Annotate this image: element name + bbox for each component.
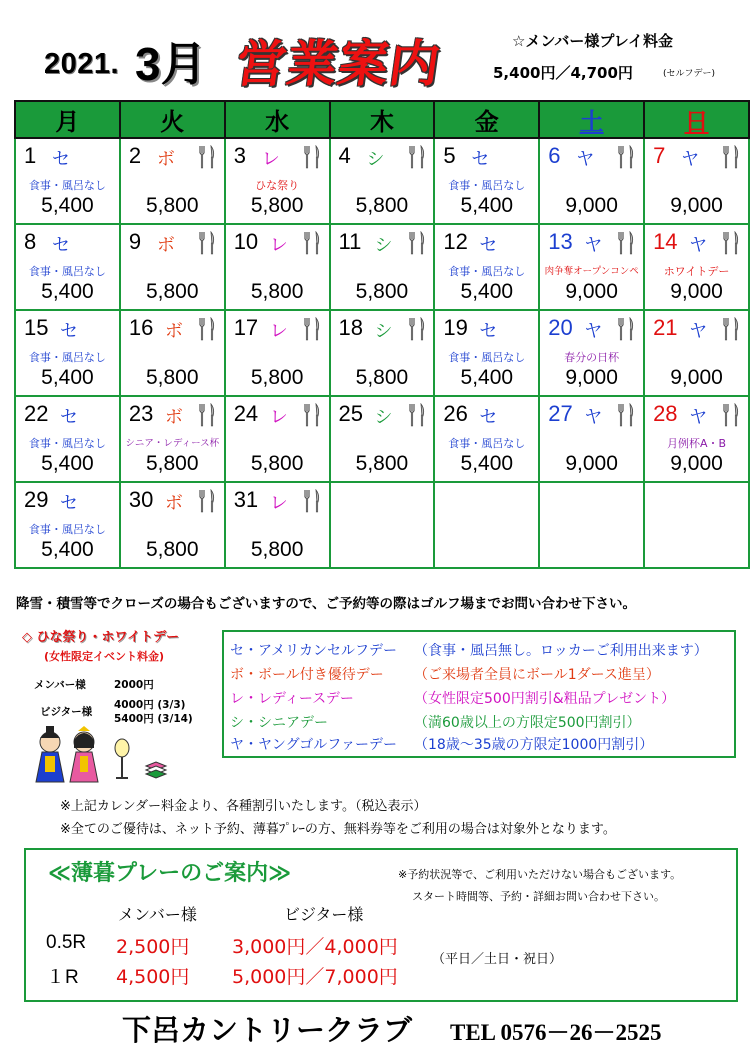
twilight-visitor-price: 3,000円／4,000円	[232, 936, 398, 958]
day-price: 5,400	[41, 280, 94, 303]
calendar-empty-cell	[644, 482, 749, 568]
day-type-code: セ	[60, 407, 78, 428]
fork-knife-icon	[616, 403, 636, 427]
weekday-fri: 金	[434, 101, 539, 138]
calendar-empty-cell	[330, 482, 435, 568]
day-type-code: セ	[471, 149, 490, 170]
day-type-code: レ	[269, 235, 288, 256]
day-number: 25	[338, 401, 364, 426]
day-number: 13	[548, 229, 573, 254]
day-number: 15	[24, 315, 49, 340]
day-price: 5,800	[355, 194, 409, 217]
calendar-day-cell	[15, 482, 120, 568]
legend-code: ヤ・ヤングゴルファーデー	[230, 737, 398, 753]
day-price: 5,800	[145, 538, 199, 561]
day-number: 6	[548, 143, 561, 168]
day-note: 肉争奪オープンコンペ	[544, 266, 639, 277]
day-type-code: セ	[52, 149, 70, 170]
day-number: 26	[443, 401, 468, 426]
day-note: 春分の日杯	[564, 351, 620, 364]
calendar-day-cell	[120, 138, 225, 224]
calendar-week-row	[15, 310, 749, 396]
day-price: 5,400	[460, 366, 514, 389]
day-number: 16	[128, 315, 154, 340]
day-price: 5,800	[355, 366, 409, 389]
hina-event-title: ◇ ひな祭り・ホワイトデー	[22, 630, 180, 645]
fork-knife-icon	[197, 489, 217, 513]
calendar-day-cell	[539, 138, 644, 224]
header-month: 3月	[135, 38, 207, 90]
calendar-week-row	[15, 396, 749, 482]
calendar-day-cell	[120, 224, 225, 310]
day-note: 月例杯A・B	[666, 437, 727, 450]
day-note: シニア・レディース杯	[125, 438, 220, 449]
day-price: 5,800	[145, 452, 199, 475]
day-number: 27	[548, 401, 573, 426]
day-type-code: ヤ	[576, 149, 595, 170]
day-number: 11	[338, 229, 362, 254]
calendar-day-cell	[434, 310, 539, 396]
day-price: 5,800	[250, 280, 304, 303]
calendar-day-cell	[644, 138, 749, 224]
twilight-note-2: スタート時間等、予約・詳細お問い合わせ下さい。	[412, 890, 665, 903]
fork-knife-icon	[197, 403, 217, 427]
day-number: 31	[233, 487, 259, 512]
hina-member-price: 2000円	[114, 679, 154, 691]
day-type-code: ヤ	[689, 407, 708, 428]
calendar-week-row	[15, 224, 749, 310]
calendar-day-cell	[539, 396, 644, 482]
day-number: 9	[128, 229, 142, 254]
bonbori-lantern-icon	[115, 739, 129, 778]
day-price: 5,400	[460, 194, 514, 217]
day-price: 9,000	[565, 366, 618, 389]
day-price: 9,000	[565, 280, 618, 303]
twilight-play-box	[24, 848, 738, 1002]
day-note: 食事・風呂なし	[448, 437, 526, 450]
day-number: 19	[443, 315, 468, 340]
day-price: 5,800	[250, 538, 304, 561]
hina-visitor-price-1: 4000円 (3/3)	[114, 699, 186, 711]
weekday-thu: 木	[330, 101, 435, 138]
day-number: 17	[233, 315, 259, 340]
day-type-code: レ	[269, 407, 288, 428]
weekday-sat: 土	[539, 101, 644, 138]
calendar-day-cell	[644, 224, 749, 310]
day-note: 食事・風呂なし	[28, 265, 106, 278]
day-number: 23	[128, 401, 154, 426]
twilight-title: ≪薄暮プレーのご案内≫	[48, 861, 292, 886]
fork-knife-icon	[302, 403, 322, 427]
calendar-day-cell	[434, 224, 539, 310]
day-type-code: レ	[261, 149, 280, 170]
weekday-sun: 日	[644, 101, 749, 138]
day-price: 5,800	[355, 280, 409, 303]
page-title: 営業案内	[232, 35, 445, 93]
day-type-code: セ	[479, 235, 498, 256]
weekday-mon: 月	[15, 101, 120, 138]
day-note: 食事・風呂なし	[28, 179, 106, 192]
hina-visitor-label: ビジター様	[40, 706, 93, 718]
day-price: 5,800	[145, 194, 199, 217]
legend-code: シ・シニアデー	[230, 715, 328, 731]
day-price: 5,800	[250, 366, 304, 389]
day-type-code: シ	[374, 235, 393, 256]
day-price: 5,400	[41, 366, 94, 389]
day-type-code: ボ	[164, 321, 183, 342]
calendar-day-cell	[330, 138, 435, 224]
calendar	[14, 100, 750, 569]
day-number: 24	[233, 401, 259, 426]
day-price: 9,000	[670, 452, 723, 475]
day-price: 9,000	[565, 452, 618, 475]
twilight-member-price: 4,500円	[116, 966, 190, 988]
legend-code: ボ・ボール付き優待デー	[230, 667, 384, 683]
day-type-code: ヤ	[584, 235, 603, 256]
calendar-day-cell	[644, 396, 749, 482]
day-price: 5,800	[250, 194, 304, 217]
legend-code: セ・アメリカンセルフデー	[230, 643, 398, 659]
day-number: 12	[443, 229, 468, 254]
day-type-code: ボ	[156, 149, 175, 170]
day-number: 21	[653, 315, 678, 340]
day-number: 28	[653, 401, 678, 426]
club-name: 下呂カントリークラブ	[122, 1013, 413, 1047]
day-note: 食事・風呂なし	[448, 351, 526, 364]
legend-desc: （食事・風呂無し。ロッカーご利用出来ます）	[414, 643, 708, 659]
fork-knife-icon	[197, 145, 217, 169]
day-type-code: シ	[374, 321, 393, 342]
day-type-code: レ	[269, 493, 288, 514]
fork-knife-icon	[407, 403, 427, 427]
fork-knife-icon	[721, 317, 741, 341]
calendar-day-cell	[15, 224, 120, 310]
header-year: 2021.	[44, 48, 120, 80]
day-number: 14	[653, 229, 678, 254]
day-type-code: ヤ	[689, 235, 708, 256]
day-number: 2	[128, 143, 142, 168]
fork-knife-icon	[197, 231, 217, 255]
fork-knife-icon	[407, 145, 427, 169]
day-type-code: セ	[479, 321, 498, 342]
fork-knife-icon	[616, 231, 636, 255]
day-type-code: ボ	[156, 235, 175, 256]
fork-knife-icon	[616, 317, 636, 341]
calendar-day-cell	[15, 396, 120, 482]
fork-knife-icon	[721, 231, 741, 255]
self-day-label: (セルフデー)	[663, 69, 716, 79]
fork-knife-icon	[721, 145, 741, 169]
day-price: 5,800	[145, 280, 199, 303]
day-type-code: セ	[52, 235, 70, 256]
fork-knife-icon	[302, 489, 322, 513]
calendar-day-cell	[330, 224, 435, 310]
calendar-day-cell	[539, 310, 644, 396]
closing-note: 降雪・積雪等でクローズの場合もございますので、ご予約等の際はゴルフ場までお問い合わせ下さい。	[16, 596, 637, 612]
fork-knife-icon	[407, 317, 427, 341]
fine-print-2: ※全てのご優待は、ネット予約、薄暮ﾌﾟﾚｰの方、無料券等をご利用の場合は対象外となります。	[60, 822, 616, 837]
day-number: 20	[548, 315, 573, 340]
calendar-day-cell	[225, 224, 330, 310]
calendar-day-cell	[330, 396, 435, 482]
twilight-round: 0.5R	[46, 932, 87, 953]
weekday-header-row	[15, 101, 749, 138]
day-type-legend	[222, 630, 736, 758]
hina-member-label: メンバー様	[34, 679, 86, 691]
calendar-day-cell	[120, 482, 225, 568]
fork-knife-icon	[197, 317, 217, 341]
day-number: 7	[653, 143, 666, 168]
day-price: 9,000	[670, 194, 723, 217]
twilight-visitor-price: 5,000円／7,000円	[232, 966, 398, 988]
legend-code: レ・レディースデー	[230, 691, 354, 707]
fork-knife-icon	[407, 231, 427, 255]
day-type-code: ヤ	[584, 321, 603, 342]
day-number: 10	[233, 229, 259, 254]
member-price: 5,400円／4,700円	[493, 64, 633, 82]
weekday-tue: 火	[120, 101, 225, 138]
calendar-day-cell	[434, 138, 539, 224]
calendar-empty-cell	[434, 482, 539, 568]
day-type-code: セ	[479, 407, 498, 428]
calendar-week-row	[15, 482, 749, 568]
day-type-code: ボ	[164, 407, 183, 428]
legend-desc: （満60歳以上の方限定500円割引）	[414, 715, 641, 731]
day-type-code: レ	[269, 321, 288, 342]
fork-knife-icon	[302, 317, 322, 341]
calendar-week-row	[15, 138, 749, 224]
day-number: 18	[338, 315, 364, 340]
legend-desc: （18歳～35歳の方限定1000円割引）	[414, 737, 654, 753]
day-number: 8	[24, 229, 37, 254]
day-type-code: ヤ	[584, 407, 603, 428]
day-note: 食事・風呂なし	[28, 351, 106, 364]
club-phone: TEL 0576－26－2525	[450, 1020, 662, 1045]
day-number: 4	[338, 143, 351, 168]
weekday-wed: 水	[225, 101, 330, 138]
calendar-day-cell	[225, 482, 330, 568]
legend-item-self	[230, 640, 708, 660]
day-number: 5	[443, 143, 456, 168]
day-price: 9,000	[565, 194, 618, 217]
day-price: 5,400	[460, 452, 514, 475]
legend-item-senior	[230, 712, 641, 732]
ohina-doll-icon	[70, 726, 98, 782]
hishimochi-icon	[146, 762, 166, 778]
day-number: 1	[24, 143, 37, 168]
twilight-member-price: 2,500円	[116, 936, 190, 958]
day-type-code: ボ	[164, 493, 183, 514]
calendar-day-cell	[539, 224, 644, 310]
day-type-code: セ	[60, 321, 78, 342]
calendar-day-cell	[225, 138, 330, 224]
fork-knife-icon	[302, 145, 322, 169]
twilight-round: １R	[46, 967, 79, 988]
fine-print-1: ※上記カレンダー料金より、各種割引いたします。（税込表示）	[60, 799, 427, 814]
legend-item-young	[230, 734, 654, 754]
day-price: 5,400	[41, 538, 94, 561]
fork-knife-icon	[721, 403, 741, 427]
calendar-day-cell	[434, 396, 539, 482]
calendar-day-cell	[15, 138, 120, 224]
hina-dolls-illustration	[34, 726, 174, 784]
calendar-day-cell	[225, 310, 330, 396]
day-note: ひな祭り	[255, 179, 300, 192]
odairi-doll-icon	[36, 726, 64, 782]
day-price: 5,400	[41, 452, 94, 475]
fork-knife-icon	[302, 231, 322, 255]
day-type-code: セ	[60, 493, 78, 514]
twilight-days-note: （平日／土日・祝日）	[432, 952, 563, 967]
fork-knife-icon	[616, 145, 636, 169]
day-price: 9,000	[670, 366, 723, 389]
calendar-day-cell	[225, 396, 330, 482]
calendar-day-cell	[120, 310, 225, 396]
hina-visitor-price-2: 5400円 (3/14)	[114, 713, 193, 725]
twilight-note-1: ※予約状況等で、ご利用いただけない場合もございます。	[398, 868, 682, 881]
legend-desc: （女性限定500円割引&粗品プレゼント）	[414, 691, 676, 707]
day-type-code: ヤ	[689, 321, 708, 342]
day-price: 5,800	[355, 452, 409, 475]
day-price: 5,800	[250, 452, 304, 475]
calendar-day-cell	[120, 396, 225, 482]
twilight-member-header: メンバー様	[118, 905, 197, 924]
legend-item-ball	[230, 664, 660, 684]
calendar-day-cell	[15, 310, 120, 396]
day-note: 食事・風呂なし	[448, 265, 526, 278]
day-type-code: シ	[366, 149, 385, 170]
calendar-day-cell	[330, 310, 435, 396]
day-number: 3	[233, 143, 246, 168]
calendar-day-cell	[644, 310, 749, 396]
day-note: 食事・風呂なし	[448, 179, 526, 192]
twilight-visitor-header: ビジター様	[284, 905, 364, 924]
legend-item-ladies	[230, 688, 676, 708]
day-price: 5,400	[41, 194, 94, 217]
legend-desc: （ご来場者全員にボール1ダース進呈）	[414, 667, 660, 683]
day-note: 食事・風呂なし	[28, 523, 106, 536]
day-note: ホワイトデー	[663, 265, 730, 278]
day-type-code: シ	[374, 407, 393, 428]
calendar-empty-cell	[539, 482, 644, 568]
day-note: 食事・風呂なし	[28, 437, 106, 450]
day-price: 5,800	[145, 366, 199, 389]
day-price: 9,000	[670, 280, 723, 303]
day-number: 30	[128, 487, 154, 512]
hina-event-subtitle: (女性限定イベント料金)	[44, 650, 165, 663]
day-number: 22	[24, 401, 49, 426]
day-price: 5,400	[460, 280, 514, 303]
day-number: 29	[24, 487, 49, 512]
member-price-label: ☆メンバー様プレイ料金	[512, 32, 674, 50]
day-type-code: ヤ	[681, 149, 700, 170]
